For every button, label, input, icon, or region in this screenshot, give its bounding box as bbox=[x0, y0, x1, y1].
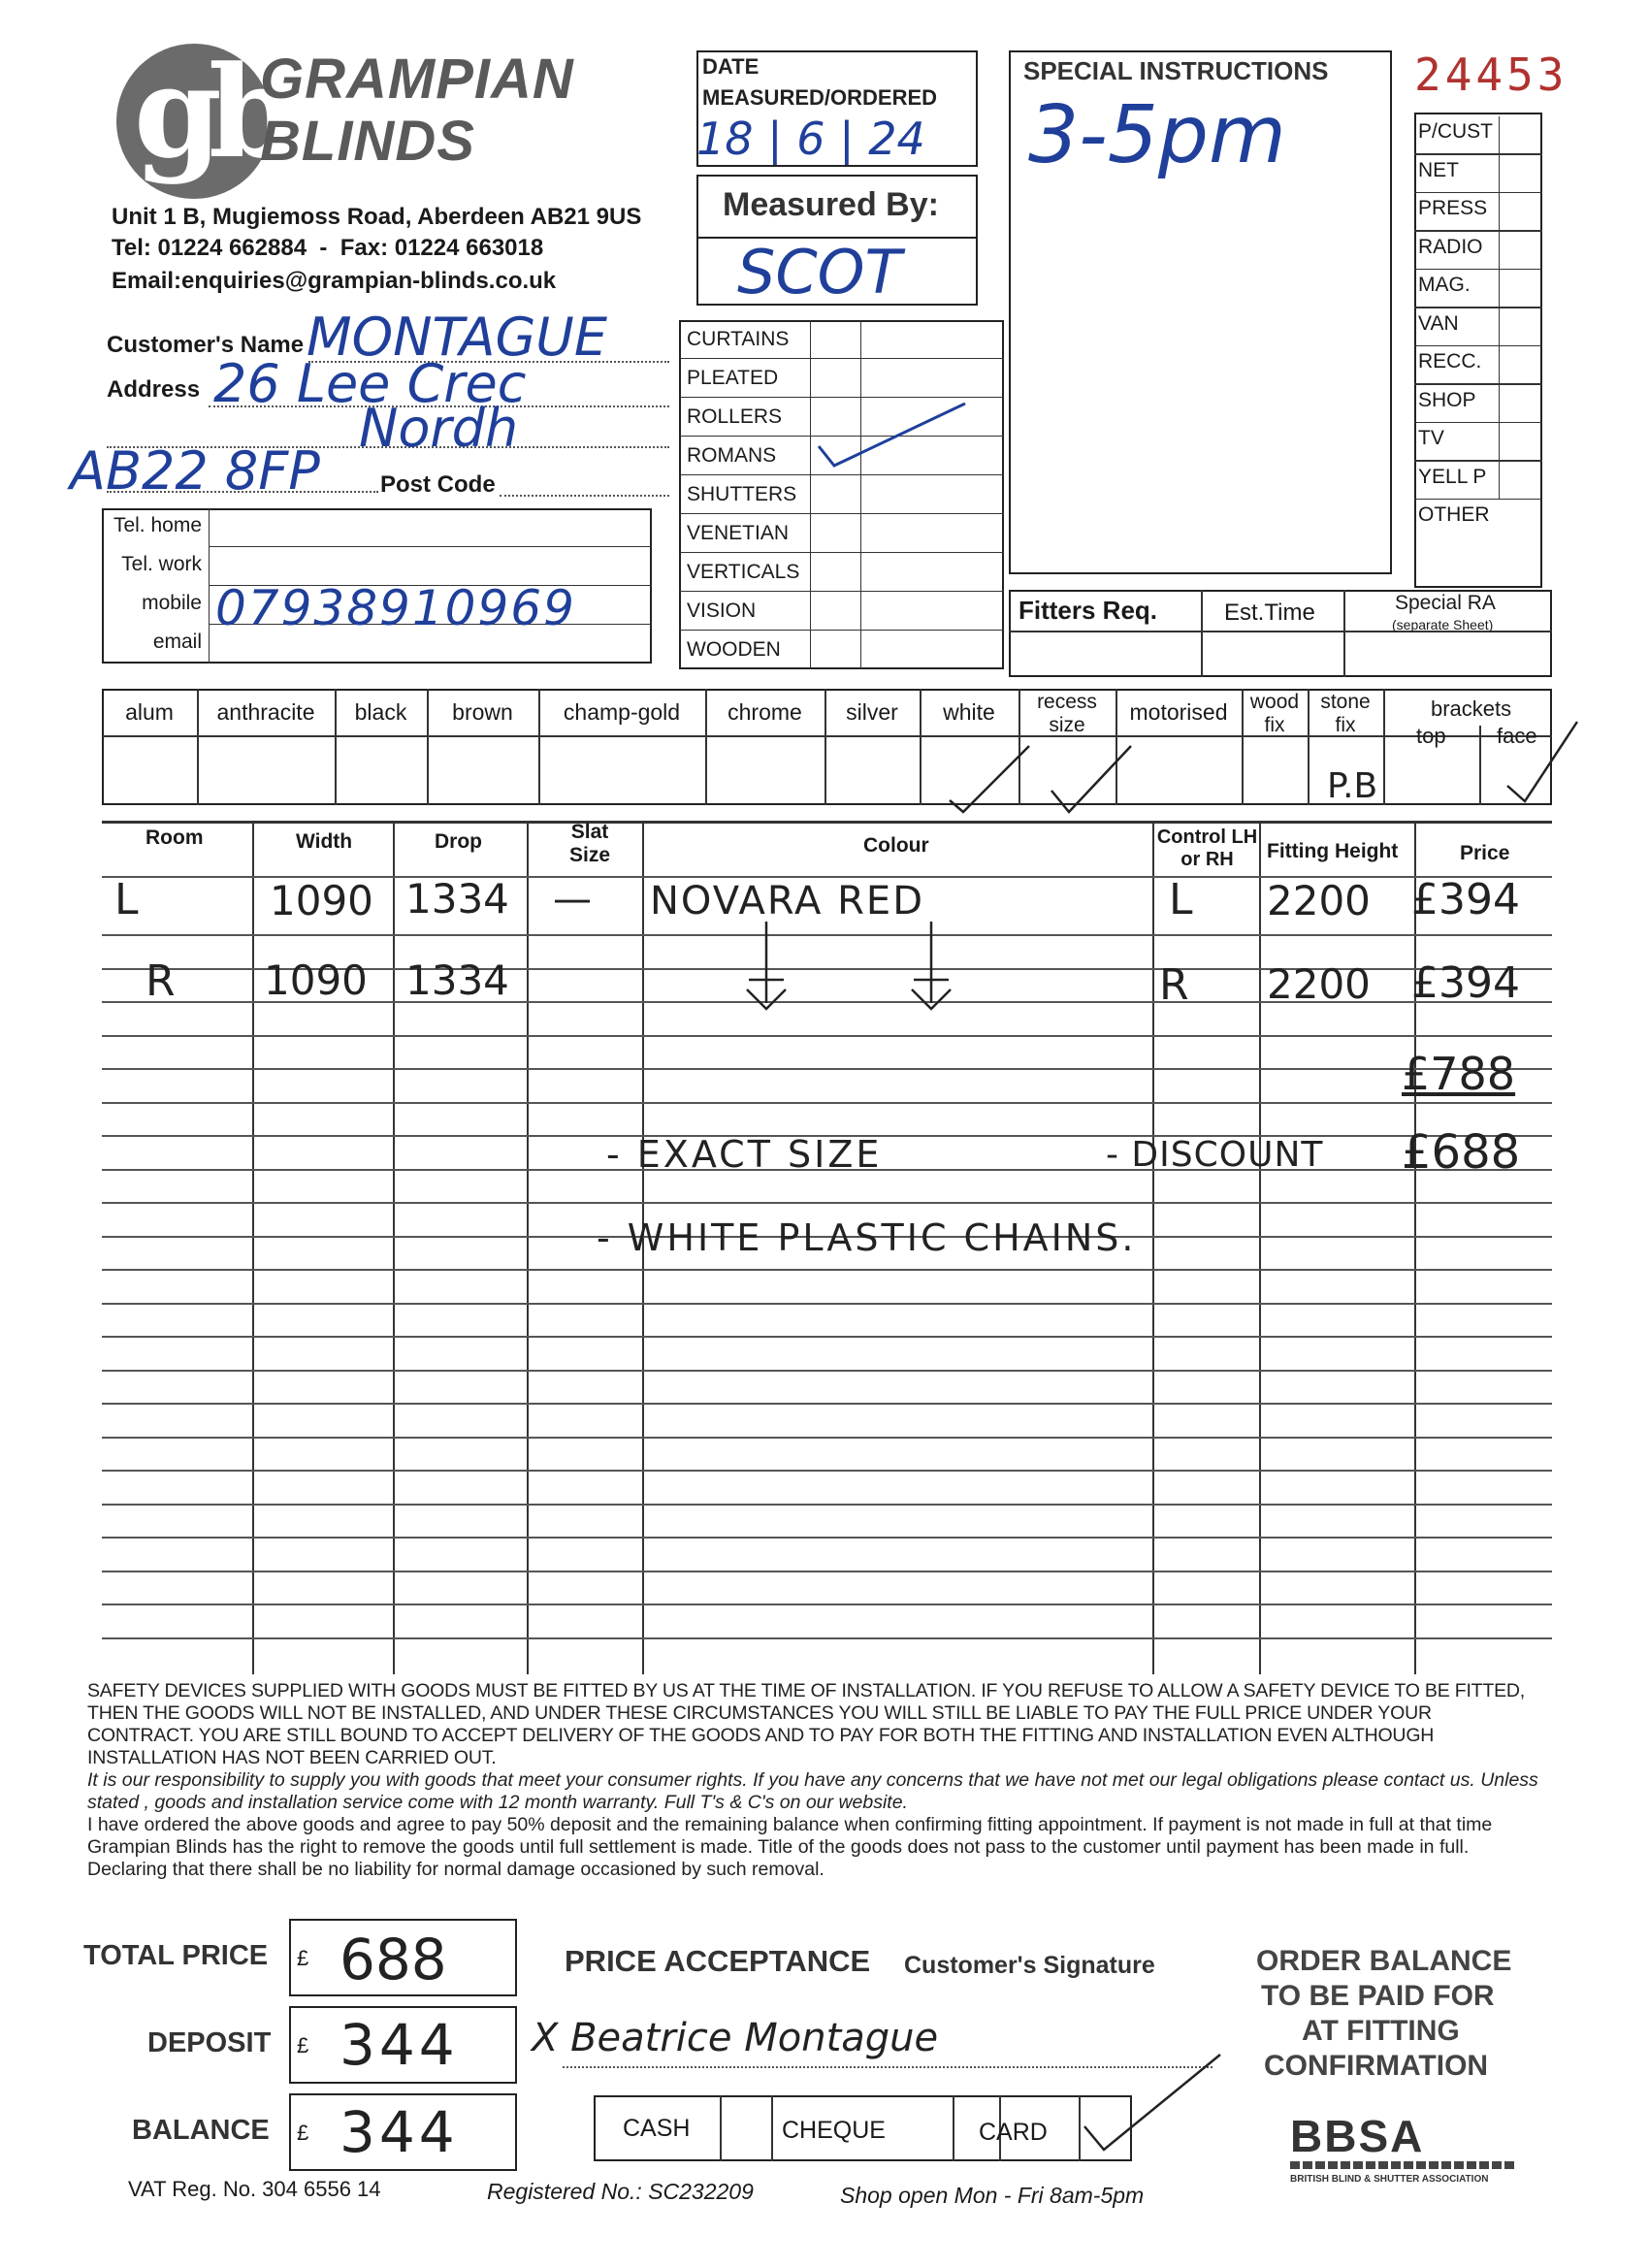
measured-by-value: SCOT bbox=[737, 237, 902, 308]
table-row bbox=[102, 1437, 1552, 1439]
source-item: MAG. bbox=[1418, 274, 1471, 296]
source-checkbox[interactable] bbox=[1499, 423, 1543, 460]
source-checkbox[interactable] bbox=[1499, 462, 1543, 499]
blind-type-label: ROLLERS bbox=[687, 405, 783, 428]
table-row bbox=[102, 1035, 1552, 1037]
source-checkbox[interactable] bbox=[1499, 308, 1543, 345]
total-label: TOTAL PRICE bbox=[83, 1940, 269, 1971]
postcode-value: AB22 8FP bbox=[70, 440, 320, 502]
blind-type-checkbox[interactable] bbox=[860, 631, 911, 669]
blind-type-label: VERTICALS bbox=[687, 561, 800, 583]
brackets-face-check bbox=[1504, 718, 1581, 805]
th-price: Price bbox=[1460, 842, 1510, 864]
customer-name-label: Customer's Name bbox=[107, 332, 305, 358]
date-label-2: MEASURED/ORDERED bbox=[702, 85, 938, 110]
row1-width: 1090 bbox=[270, 877, 373, 924]
logo-letters: gb bbox=[134, 38, 283, 186]
order-balance-line1: ORDER BALANCE bbox=[1256, 1945, 1512, 1977]
source-checkbox[interactable] bbox=[1499, 346, 1543, 383]
source-item: YELL P bbox=[1418, 465, 1487, 488]
phone-label: Tel. work bbox=[121, 553, 202, 575]
deposit-value: 344 bbox=[340, 2012, 459, 2078]
row1-room: L bbox=[114, 875, 139, 924]
row1-colour: NOVARA RED bbox=[650, 879, 924, 923]
special-ra-note: (separate Sheet) bbox=[1392, 617, 1494, 632]
option-header: wood fix bbox=[1249, 691, 1300, 736]
phone-label: email bbox=[152, 631, 202, 653]
table-row bbox=[102, 1403, 1552, 1405]
option-header: stone fix bbox=[1320, 691, 1371, 736]
company-name-line2: BLINDS bbox=[260, 110, 475, 173]
option-checkbox[interactable] bbox=[427, 737, 538, 803]
source-item: TV bbox=[1418, 427, 1444, 449]
option-checkbox[interactable] bbox=[197, 737, 335, 803]
brackets-top-label: top bbox=[1416, 724, 1446, 748]
source-checkbox[interactable] bbox=[1499, 270, 1543, 307]
row1-slat: — bbox=[553, 877, 592, 922]
special-instructions-value: 3-5pm bbox=[1028, 89, 1286, 181]
row2-drop: 1334 bbox=[405, 956, 509, 1004]
table-row bbox=[102, 1370, 1552, 1372]
subtotal: £788 bbox=[1402, 1048, 1516, 1100]
ditto-arrows bbox=[737, 922, 989, 1019]
blind-type-label: ROMANS bbox=[687, 444, 777, 467]
date-label-1: DATE bbox=[702, 54, 760, 79]
company-address: Unit 1 B, Mugiemoss Road, Aberdeen AB21 9US bbox=[112, 204, 642, 230]
row1-price: £394 bbox=[1411, 875, 1520, 924]
stone-fix-value: P.B bbox=[1327, 766, 1378, 806]
table-row bbox=[102, 1336, 1552, 1338]
th-fitting-height: Fitting Height bbox=[1267, 840, 1399, 862]
option-checkbox[interactable] bbox=[538, 737, 705, 803]
blind-type-label: VENETIAN bbox=[687, 522, 790, 544]
source-checkbox[interactable] bbox=[1499, 155, 1543, 192]
customer-signature: X Beatrice Montague bbox=[532, 2016, 939, 2060]
option-checkbox[interactable] bbox=[1242, 737, 1308, 803]
th-colour: Colour bbox=[863, 834, 929, 857]
option-checkbox[interactable] bbox=[705, 737, 824, 803]
source-item: VAN bbox=[1418, 311, 1459, 335]
option-header: brown bbox=[452, 699, 513, 725]
total-currency: £ bbox=[297, 1946, 309, 1970]
row2-width: 1090 bbox=[264, 956, 368, 1004]
th-width: Width bbox=[296, 830, 353, 853]
table-row bbox=[102, 1504, 1552, 1506]
price-acceptance-sub: Customer's Signature bbox=[904, 1952, 1155, 1979]
phone-field[interactable] bbox=[209, 508, 652, 547]
blind-type-label: SHUTTERS bbox=[687, 483, 797, 505]
total-value: 688 bbox=[340, 1927, 447, 1993]
measured-by-label: Measured By: bbox=[723, 186, 939, 223]
brackets-label: brackets bbox=[1431, 697, 1512, 721]
table-row bbox=[102, 1537, 1552, 1539]
est-time-label: Est.Time bbox=[1224, 599, 1315, 626]
terms-safety: SAFETY DEVICES SUPPLIED WITH GOODS MUST BE FITTED BY US AT THE TIME OF INSTALLATION. IF YOU REFUSE TO ALLOW A SAFETY DEVICE TO BE FITTED, THEN THE GOODS WILL NOT BE INSTALLED, AND UNDER THESE CIRCUMSTANCES YOU WILL STILL BE LIABLE TO PAY THE FULL PRICE UNDER YOUR CONTRACT. YOU ARE STILL BOUND TO ACCEPT DELIVERY OF THE GOODS AND TO PAY FOR BOTH THE FITTING AND INSTALLATION EVEN ALTHOUGH INSTALLATION HAS NOT BEEN CARRIED OUT. bbox=[87, 1680, 1526, 1768]
date-value: 18 | 6 | 24 bbox=[696, 113, 925, 165]
option-header: motorised bbox=[1129, 699, 1228, 725]
balance-currency: £ bbox=[297, 2121, 309, 2145]
address-line1-value: 26 Lee Crec bbox=[213, 353, 527, 414]
card-label: CARD bbox=[979, 2119, 1048, 2146]
option-checkbox[interactable] bbox=[335, 737, 427, 803]
option-checkbox[interactable] bbox=[824, 737, 920, 803]
cheque-label: CHEQUE bbox=[782, 2117, 886, 2144]
order-number: 24453 bbox=[1414, 49, 1568, 101]
blind-type-checkbox[interactable] bbox=[860, 475, 911, 514]
balance-label: BALANCE bbox=[132, 2115, 270, 2146]
cash-label: CASH bbox=[623, 2115, 691, 2142]
table-row bbox=[102, 1269, 1552, 1271]
source-checkbox[interactable] bbox=[1499, 116, 1543, 153]
vat-number: VAT Reg. No. 304 6556 14 bbox=[128, 2177, 381, 2201]
special-ra-label: Special RA bbox=[1395, 592, 1496, 614]
source-item: NET bbox=[1418, 158, 1459, 181]
option-header: black bbox=[354, 699, 407, 725]
terms-block bbox=[87, 1680, 1542, 1881]
blind-type-label: CURTAINS bbox=[687, 328, 790, 350]
table-row bbox=[102, 1303, 1552, 1305]
blind-type-checkbox[interactable] bbox=[860, 553, 911, 592]
order-balance-line3: AT FITTING bbox=[1302, 2015, 1460, 2047]
blind-type-checkbox[interactable] bbox=[860, 320, 911, 359]
note-exact-size: - EXACT SIZE bbox=[606, 1133, 883, 1176]
blind-type-checkbox[interactable] bbox=[810, 631, 860, 669]
source-item: RECC. bbox=[1418, 350, 1482, 373]
romans-check bbox=[815, 398, 970, 475]
source-checkbox[interactable] bbox=[1499, 385, 1543, 422]
source-item: SHOP bbox=[1418, 388, 1476, 411]
deposit-currency: £ bbox=[297, 2033, 309, 2057]
price-acceptance-label: PRICE ACCEPTANCE bbox=[565, 1944, 871, 1978]
blind-type-checkbox[interactable] bbox=[810, 475, 860, 514]
bbsa-stripes-icon bbox=[1290, 2161, 1515, 2169]
table-row bbox=[102, 1604, 1552, 1605]
note-discount: - DISCOUNT bbox=[1106, 1135, 1324, 1175]
row1-drop: 1334 bbox=[405, 875, 509, 923]
source-item: PRESS bbox=[1418, 197, 1488, 219]
terms-agreement: I have ordered the above goods and agree to pay 50% deposit and the remaining balance when confirming fitting appointment. If payment is not made in full at that time Grampian Blinds has the right to remove the goods until full settlement is made. Title of the goods does not pass to the customer until payment has been made in full. Declaring that there shall be no liability for normal damage occasioned by such removal. bbox=[87, 1814, 1493, 1880]
white-check bbox=[946, 742, 1033, 815]
row1-control: L bbox=[1169, 875, 1193, 924]
row2-room: R bbox=[146, 956, 176, 1006]
option-header: champ-gold bbox=[563, 699, 681, 725]
th-room: Room bbox=[146, 826, 204, 849]
source-item: P/CUST bbox=[1418, 120, 1494, 143]
blind-type-checkbox[interactable] bbox=[810, 320, 860, 359]
special-instructions-label: SPECIAL INSTRUCTIONS bbox=[1023, 56, 1329, 85]
phone-label: Tel. home bbox=[113, 514, 202, 536]
source-checkbox[interactable] bbox=[1499, 193, 1543, 230]
company-name-line1: GRAMPIAN bbox=[260, 48, 574, 111]
blind-type-checkbox[interactable] bbox=[810, 359, 860, 398]
table-row bbox=[102, 1202, 1552, 1204]
blind-type-checkbox[interactable] bbox=[810, 553, 860, 592]
option-header: silver bbox=[846, 699, 898, 725]
row2-height: 2200 bbox=[1267, 960, 1371, 1008]
source-item: OTHER bbox=[1418, 503, 1490, 526]
note-white-chains: - WHITE PLASTIC CHAINS. bbox=[597, 1216, 1137, 1259]
blind-type-checkbox[interactable] bbox=[860, 359, 911, 398]
discounted-total: £688 bbox=[1402, 1125, 1521, 1180]
blind-type-label: WOODEN bbox=[687, 638, 781, 661]
table-row bbox=[102, 1637, 1552, 1639]
blind-type-label: PLEATED bbox=[687, 367, 779, 389]
th-slat: Slat Size bbox=[568, 821, 611, 866]
mobile-value: 07938910969 bbox=[215, 580, 576, 636]
option-header: anthracite bbox=[216, 699, 315, 725]
brackets-face-label: face bbox=[1497, 724, 1537, 748]
th-drop: Drop bbox=[435, 830, 482, 853]
row2-price: £394 bbox=[1411, 958, 1520, 1008]
table-row bbox=[102, 1102, 1552, 1104]
order-balance-line4: CONFIRMATION bbox=[1264, 2050, 1489, 2082]
blind-type-checkbox[interactable] bbox=[860, 514, 911, 553]
option-header: chrome bbox=[728, 699, 802, 725]
shop-hours: Shop open Mon - Fri 8am-5pm bbox=[840, 2183, 1145, 2208]
blind-type-checkbox[interactable] bbox=[860, 592, 911, 631]
customer-name-value: MONTAGUE bbox=[307, 307, 607, 368]
th-control: Control LH or RH bbox=[1156, 826, 1258, 870]
blind-type-checkbox[interactable] bbox=[810, 514, 860, 553]
balance-value: 344 bbox=[340, 2099, 459, 2165]
option-checkbox[interactable] bbox=[102, 737, 197, 803]
company-logo bbox=[116, 38, 283, 199]
order-balance-line2: TO BE PAID FOR bbox=[1261, 1980, 1495, 2012]
company-tel-fax: Tel: 01224 662884 - Fax: 01224 663018 bbox=[112, 235, 544, 261]
blind-type-label: VISION bbox=[687, 599, 757, 622]
fitters-label: Fitters Req. bbox=[1018, 596, 1158, 625]
blind-type-checkbox[interactable] bbox=[810, 592, 860, 631]
company-email: Email:enquiries@grampian-blinds.co.uk bbox=[112, 268, 557, 294]
recess-size-check bbox=[1048, 742, 1135, 815]
card-check bbox=[1079, 2049, 1224, 2155]
source-item: RADIO bbox=[1418, 235, 1483, 258]
table-row bbox=[102, 1571, 1552, 1572]
terms-rights: It is our responsibility to supply you with goods that meet your consumer rights. If you have any concerns that we have not met our legal obligations please contact us. Unless stated , goods and installation service come with 12 month warranty. Full T's & C's on our website. bbox=[87, 1769, 1538, 1813]
bbsa-caption: BRITISH BLIND & SHUTTER ASSOCIATION bbox=[1290, 2174, 1489, 2185]
postcode-label: Post Code bbox=[380, 471, 496, 498]
registered-number: Registered No.: SC232209 bbox=[487, 2179, 754, 2204]
address-line2-value: Nordh bbox=[359, 398, 519, 459]
bbsa-logo: BBSA bbox=[1290, 2111, 1425, 2161]
table-row bbox=[102, 1470, 1552, 1472]
option-header: recess size bbox=[1037, 691, 1097, 736]
option-header: alum bbox=[125, 699, 174, 725]
option-header: white bbox=[943, 699, 995, 725]
address-label: Address bbox=[107, 376, 201, 403]
source-checkbox[interactable] bbox=[1499, 232, 1543, 269]
row2-control: R bbox=[1159, 960, 1189, 1010]
phone-label: mobile bbox=[142, 592, 202, 614]
row1-height: 2200 bbox=[1267, 877, 1371, 924]
deposit-label: DEPOSIT bbox=[147, 2027, 272, 2058]
table-row bbox=[102, 1068, 1552, 1070]
